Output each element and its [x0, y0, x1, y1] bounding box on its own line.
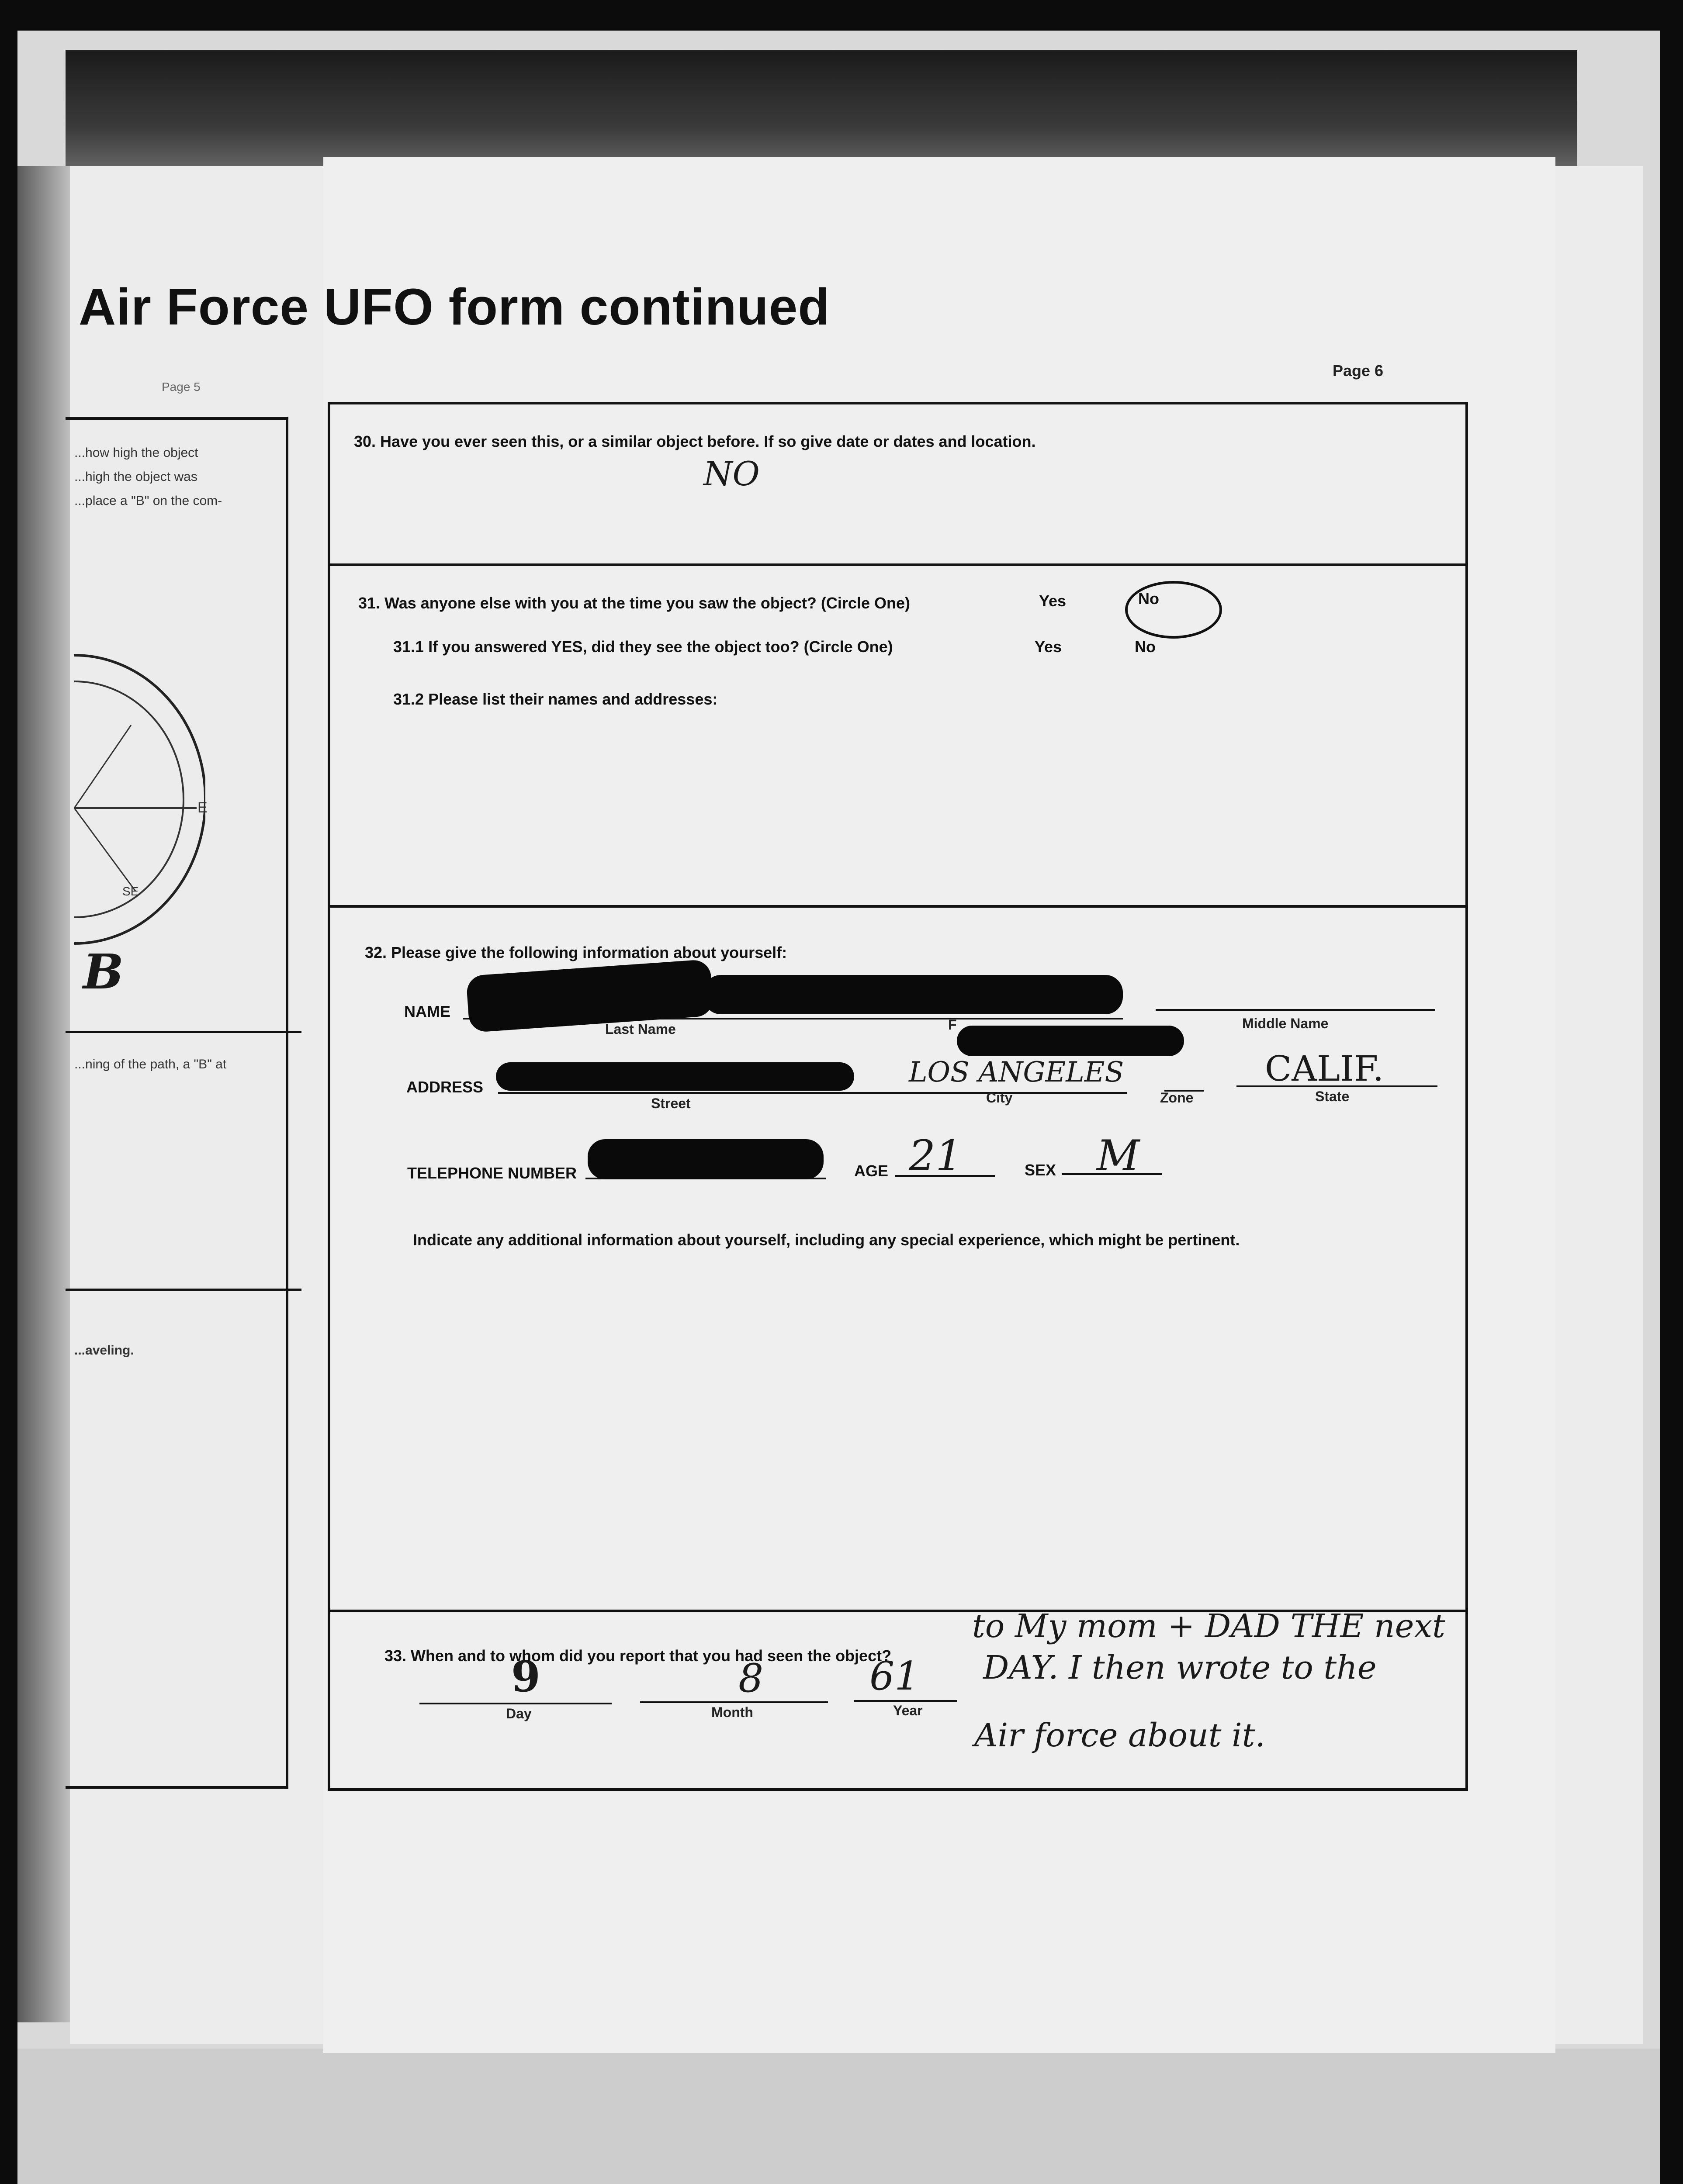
address-label: ADDRESS [406, 1078, 484, 1096]
page-title: Air Force UFO form continued [79, 278, 830, 336]
left-fragment-1: ...how high the object [74, 446, 198, 460]
q33-handwriting-line-3: Air force about it. [974, 1717, 1265, 1754]
first-name-caption: F [948, 1017, 957, 1033]
q30-label: 30. Have you ever seen this, or a similar object before. If so give date or dates and location. [354, 432, 1036, 450]
compass-label-se: SE [122, 885, 139, 898]
address-state-value: CALIF. [1265, 1048, 1384, 1089]
redaction-name-2 [957, 1026, 1184, 1056]
compass-marker-b: B [83, 943, 124, 1000]
left-page-box [66, 417, 288, 1789]
left-page-divider-1 [66, 1031, 301, 1033]
redaction-telephone [588, 1139, 824, 1179]
compass-label-e: E [197, 799, 208, 816]
year-caption: Year [893, 1703, 923, 1718]
day-value: 9 [511, 1652, 540, 1701]
additional-info-label: Indicate any additional information about yourself, including any special experience, which might be pertinent. [413, 1231, 1240, 1249]
month-caption: Month [711, 1704, 753, 1720]
middle-name-caption: Middle Name [1242, 1016, 1329, 1031]
q31-no-circle [1125, 581, 1222, 639]
month-value: 8 [738, 1655, 764, 1701]
day-caption: Day [506, 1706, 532, 1721]
telephone-label: TELEPHONE NUMBER [407, 1164, 577, 1182]
q31-1-yes-option: Yes [1035, 638, 1062, 656]
q30-answer: NO [703, 454, 760, 493]
left-fragment-4: ...ning of the path, a "B" at [74, 1057, 227, 1071]
redaction-first-name [703, 975, 1123, 1014]
zone-caption: Zone [1160, 1090, 1194, 1106]
year-value: 61 [869, 1653, 920, 1699]
compass-diagram [66, 646, 205, 952]
q33-label: 33. When and to whom did you report that you had seen the object? [384, 1647, 892, 1665]
q33-handwriting-line-1: to My mom + DAD THE next [972, 1607, 1445, 1645]
middle-name-line [1156, 1009, 1435, 1011]
address-line [498, 1092, 1127, 1094]
day-line [419, 1703, 612, 1704]
q33-handwriting-line-2: DAY. I then wrote to the [983, 1649, 1377, 1686]
divider-q30-q31 [328, 563, 1468, 566]
city-caption: City [986, 1090, 1013, 1106]
sex-label: SEX [1025, 1161, 1056, 1179]
q31-label: 31. Was anyone else with you at the time you saw the object? (Circle One) [358, 594, 910, 612]
q31-1-label: 31.1 If you answered YES, did they see the object too? (Circle One) [393, 638, 893, 656]
age-value: 21 [909, 1131, 963, 1180]
page-number-right: Page 6 [1333, 362, 1384, 380]
q32-label: 32. Please give the following information about yourself: [365, 943, 787, 961]
left-fragment-3: ...place a "B" on the com- [74, 494, 222, 508]
year-line [854, 1700, 957, 1702]
month-line [640, 1701, 828, 1703]
last-name-caption: Last Name [605, 1021, 676, 1037]
age-label: AGE [854, 1162, 889, 1180]
left-page-divider-2 [66, 1289, 301, 1291]
q31-no-option: No [1138, 590, 1159, 608]
left-fragment-5: ...aveling. [74, 1343, 134, 1358]
scan-bottom-area [17, 2049, 1660, 2184]
name-label: NAME [404, 1002, 450, 1020]
q31-1-no-option: No [1135, 638, 1156, 656]
divider-q31-q32 [328, 905, 1468, 908]
address-city-value: LOS ANGELES [909, 1056, 1124, 1089]
left-fragment-2: ...high the object was [74, 470, 197, 484]
state-caption: State [1315, 1089, 1350, 1104]
q31-2-label: 31.2 Please list their names and addresses: [393, 690, 718, 708]
sex-value: M [1097, 1131, 1140, 1180]
street-caption: Street [651, 1095, 691, 1111]
page-number-left: Page 5 [162, 380, 201, 394]
redaction-street [496, 1062, 854, 1091]
q31-yes-option: Yes [1039, 592, 1067, 610]
